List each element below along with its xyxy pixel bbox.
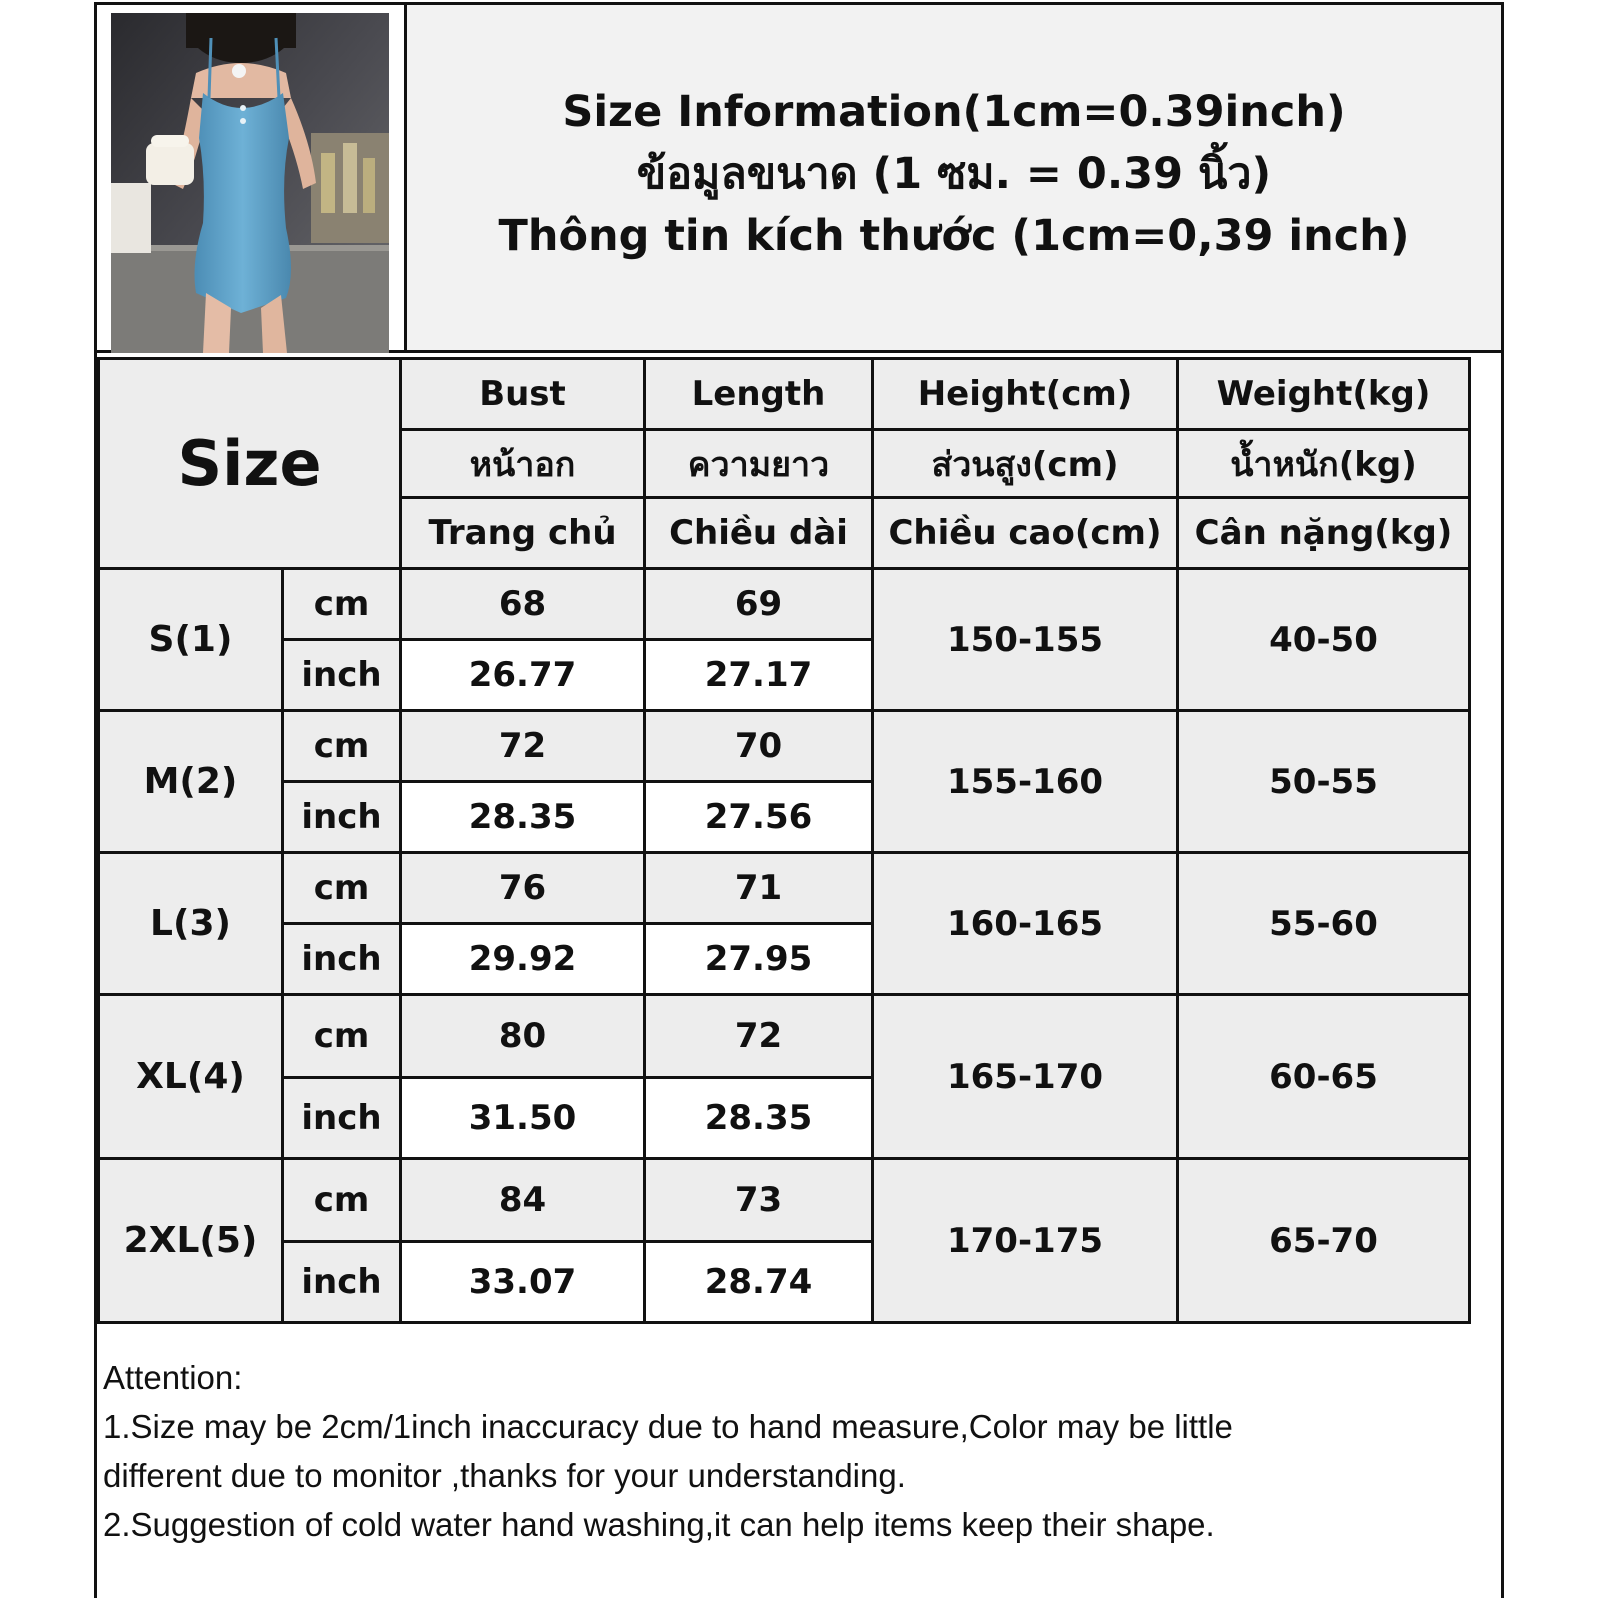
bust-inch: 26.77 <box>402 641 643 709</box>
size-label: XL(4) <box>100 996 281 1157</box>
weight-range: 50-55 <box>1179 712 1468 851</box>
unit-inch: inch <box>284 783 399 851</box>
size-chart-sheet <box>94 2 1504 1598</box>
unit-cm: cm <box>284 1160 399 1240</box>
header-height-vi: Chiều cao(cm) <box>874 499 1176 567</box>
length-inch: 28.74 <box>646 1243 871 1321</box>
size-label: L(3) <box>100 854 281 993</box>
title-vietnamese: Thông tin kích thước (1cm=0,39 inch) <box>498 210 1410 261</box>
height-range: 150-155 <box>874 570 1176 709</box>
bust-inch: 28.35 <box>402 783 643 851</box>
weight-range: 40-50 <box>1179 570 1468 709</box>
bust-cm: 72 <box>402 712 643 780</box>
header-length-th: ความยาว <box>646 431 871 496</box>
weight-range: 60-65 <box>1179 996 1468 1157</box>
title-thai: ข้อมูลขนาด (1 ซม. = 0.39 นิ้ว) <box>636 148 1272 199</box>
weight-range: 65-70 <box>1179 1160 1468 1321</box>
title-panel <box>407 5 1501 350</box>
length-cm: 69 <box>646 570 871 638</box>
header-bust-th: หน้าอก <box>402 431 643 496</box>
height-range: 165-170 <box>874 996 1176 1157</box>
unit-inch: inch <box>284 1079 399 1157</box>
unit-inch: inch <box>284 925 399 993</box>
height-range: 155-160 <box>874 712 1176 851</box>
header-weight-en: Weight(kg) <box>1179 360 1468 428</box>
weight-range: 55-60 <box>1179 854 1468 993</box>
bust-cm: 80 <box>402 996 643 1076</box>
note-line-2: different due to monitor ,thanks for your understanding. <box>103 1457 906 1494</box>
table-row <box>100 854 1468 922</box>
unit-inch: inch <box>284 1243 399 1321</box>
unit-inch: inch <box>284 641 399 709</box>
header-bust-en: Bust <box>402 360 643 428</box>
length-inch: 27.17 <box>646 641 871 709</box>
header-bust-vi: Trang chủ <box>402 499 643 567</box>
table-row <box>100 570 1468 638</box>
bust-inch: 33.07 <box>402 1243 643 1321</box>
length-cm: 72 <box>646 996 871 1076</box>
attention-notes <box>97 1353 1501 1598</box>
header <box>97 5 1501 353</box>
bust-inch: 31.50 <box>402 1079 643 1157</box>
height-range: 170-175 <box>874 1160 1176 1321</box>
length-inch: 28.35 <box>646 1079 871 1157</box>
dress-model-image <box>111 13 389 353</box>
unit-cm: cm <box>284 996 399 1076</box>
size-label: S(1) <box>100 570 281 709</box>
header-length-en: Length <box>646 360 871 428</box>
header-weight-vi: Cân nặng(kg) <box>1179 499 1468 567</box>
header-length-vi: Chiều dài <box>646 499 871 567</box>
height-range: 160-165 <box>874 854 1176 993</box>
note-line-3: 2.Suggestion of cold water hand washing,it can help items keep their shape. <box>103 1506 1215 1543</box>
table-row <box>100 996 1468 1076</box>
table-row <box>100 712 1468 780</box>
header-height-en: Height(cm) <box>874 360 1176 428</box>
length-inch: 27.56 <box>646 783 871 851</box>
size-label: M(2) <box>100 712 281 851</box>
size-header: Size <box>100 360 399 567</box>
product-photo-frame <box>97 5 407 350</box>
bust-inch: 29.92 <box>402 925 643 993</box>
header-weight-th: น้ำหนัก(kg) <box>1179 431 1468 496</box>
unit-cm: cm <box>284 570 399 638</box>
note-line-1: 1.Size may be 2cm/1inch inaccuracy due to hand measure,Color may be little <box>103 1408 1233 1445</box>
length-cm: 73 <box>646 1160 871 1240</box>
size-label: 2XL(5) <box>100 1160 281 1321</box>
length-cm: 71 <box>646 854 871 922</box>
attention-heading: Attention: <box>103 1359 243 1396</box>
unit-cm: cm <box>284 854 399 922</box>
product-photo <box>111 13 389 353</box>
size-table <box>97 357 1471 1324</box>
length-inch: 27.95 <box>646 925 871 993</box>
unit-cm: cm <box>284 712 399 780</box>
bust-cm: 84 <box>402 1160 643 1240</box>
length-cm: 70 <box>646 712 871 780</box>
table-row <box>100 1160 1468 1240</box>
header-height-th: ส่วนสูง(cm) <box>874 431 1176 496</box>
title-english: Size Information(1cm=0.39inch) <box>562 86 1346 137</box>
bust-cm: 76 <box>402 854 643 922</box>
bust-cm: 68 <box>402 570 643 638</box>
